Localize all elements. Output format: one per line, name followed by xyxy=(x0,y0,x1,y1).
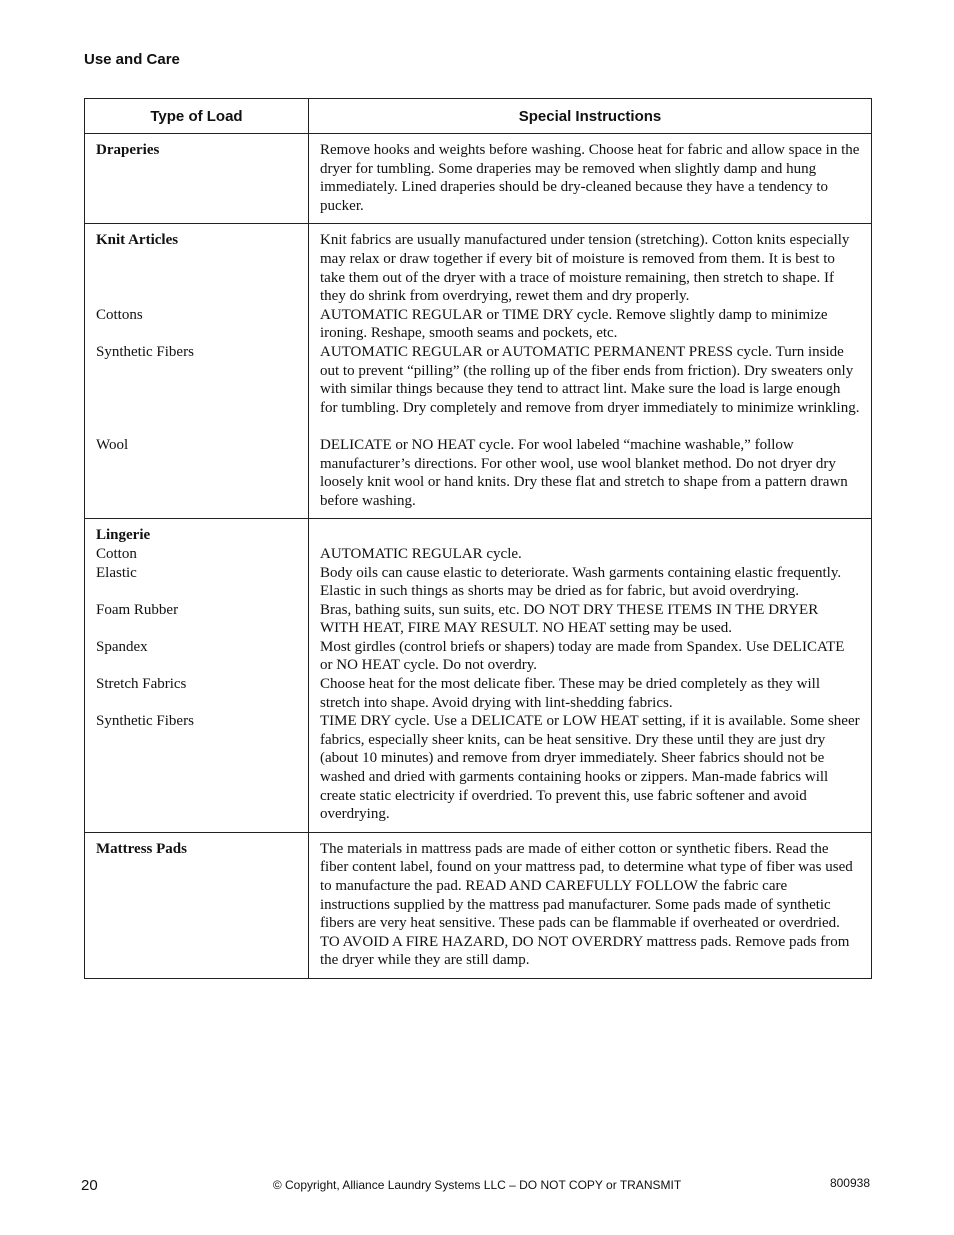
copyright-notice: © Copyright, Alliance Laundry Systems LLC – DO NOT COPY or TRANSMIT xyxy=(272,1178,682,1192)
instruction-text: The materials in mattress pads are made of either cotton or synthetic fibers. Read the fiber content label, found on your mattress pad, to determine what type of fiber was used to manufacture the pad. READ AND CAREFULLY FOLLOW the fabric care instructions supplied by the mattress pad manufacturer. Some pads made of synthetic fibers are very heat sensitive. These pads can be flammable if overheated or overdried. TO AVOID A FIRE HAZARD, DO NOT OVERDRY mattress pads. Remove pads from the dryer while they are still damp. xyxy=(320,840,853,969)
sub-type: Spandex xyxy=(96,638,148,655)
instruction-text: Body oils can cause elastic to deteriorate. Wash garments containing elastic frequently. Elastic in such things as shorts may be dried as for fabric, but avoid overdrying. xyxy=(320,564,842,600)
instruction-cell xyxy=(309,224,872,519)
table-header-row xyxy=(85,99,872,134)
table-row-draperies xyxy=(85,134,872,224)
load-type: Draperies xyxy=(96,142,160,158)
table-row-lingerie xyxy=(85,519,872,833)
instruction-text: Bras, bathing suits, sun suits, etc. DO NOT DRY THESE ITEMS IN THE DRYER WITH HEAT, FIRE MAY RESULT. NO HEAT setting may be used. xyxy=(320,601,819,637)
section-title: Use and Care xyxy=(84,51,180,68)
sub-type: Synthetic Fibers xyxy=(96,343,194,360)
sub-type: Cottons xyxy=(96,306,143,323)
sub-type: Foam Rubber xyxy=(96,601,179,618)
type-cell xyxy=(85,519,309,833)
header-special-instructions: Special Instructions xyxy=(309,99,872,134)
instruction-cell xyxy=(309,134,872,224)
instruction-text: AUTOMATIC REGULAR or TIME DRY cycle. Remove slightly damp to minimize ironing. Reshape, smooth seams and pockets, etc. xyxy=(320,306,828,342)
instruction-cell xyxy=(309,832,872,978)
instruction-cell xyxy=(309,519,872,833)
instruction-text: Knit fabrics are usually manufactured under tension (stretching). Cotton knits especially may relax or draw together if every bit of moisture is removed from them. It is best to take them out of the dryer with a trace of moisture remaining, then stretch to shape. If they do shrink from overdrying, rewet them and dry properly. xyxy=(320,232,850,305)
instruction-text: AUTOMATIC REGULAR cycle. xyxy=(320,545,522,562)
instruction-text: DELICATE or NO HEAT cycle. For wool labeled “machine washable,” follow manufacturer’s directions. For other wool, use wool blanket method. Do not dryer dry loosely knit wool or hand knits. Dry these flat and stretch to shape from a pattern drawn before washing. xyxy=(320,436,848,509)
instruction-text: Remove hooks and weights before washing. Choose heat for fabric and allow space in the dryer for tumbling. Some draperies may be removed when slightly damp and hung immediately. Lined draperies should be dry-cleaned because they have a tendency to pucker. xyxy=(320,142,860,214)
load-type: Knit Articles xyxy=(96,232,179,249)
sub-type: Synthetic Fibers xyxy=(96,713,194,730)
header-type-of-load: Type of Load xyxy=(85,99,309,134)
instruction-text: Choose heat for the most delicate fiber. These may be dried completely as they will stretch into shape. Avoid drying with lint-shedding fabrics. xyxy=(320,676,820,711)
instruction-text: Most girdles (control briefs or shapers) today are made from Spandex. Use DELICATE or NO HEAT cycle. Do not overdry. xyxy=(320,638,845,674)
sub-type: Wool xyxy=(96,436,129,453)
type-cell xyxy=(85,832,309,978)
type-cell xyxy=(85,224,309,519)
sub-type: Stretch Fabrics xyxy=(96,676,187,693)
load-type: Mattress Pads xyxy=(96,840,187,857)
sub-type: Cotton xyxy=(96,545,137,562)
type-cell xyxy=(85,134,309,224)
page-number: 20 xyxy=(81,1177,98,1194)
sub-type: Elastic xyxy=(96,564,137,581)
load-instructions-table xyxy=(84,98,872,979)
table-row-mattress-pads xyxy=(85,832,872,978)
table-row-knit-articles xyxy=(85,224,872,519)
load-type: Lingerie xyxy=(96,527,151,544)
instruction-text: TIME DRY cycle. Use a DELICATE or LOW HEAT setting, if it is available. Some sheer fabrics, especially sheer knits, can be heat sensitive. Dry these until they are just dry (about 10 minutes) and remove from dryer immediately. Sheer fabrics should not be washed and dried with garments containing hooks or zippers. Man-made fabrics will create static electricity if overdried. To prevent this, use fabric softener and avoid overdrying. xyxy=(320,713,860,823)
instruction-text: AUTOMATIC REGULAR or AUTOMATIC PERMANENT PRESS cycle. Turn inside out to prevent “pilling” (the rolling up of the fiber ends from friction). Dry sweaters only with similar things because they tend to attract lint. Make sure the load is large enough for tumbling. Dry completely and remove from dryer immediately to minimize wrinkling. xyxy=(320,343,860,416)
document-number: 800938 xyxy=(829,1176,870,1190)
